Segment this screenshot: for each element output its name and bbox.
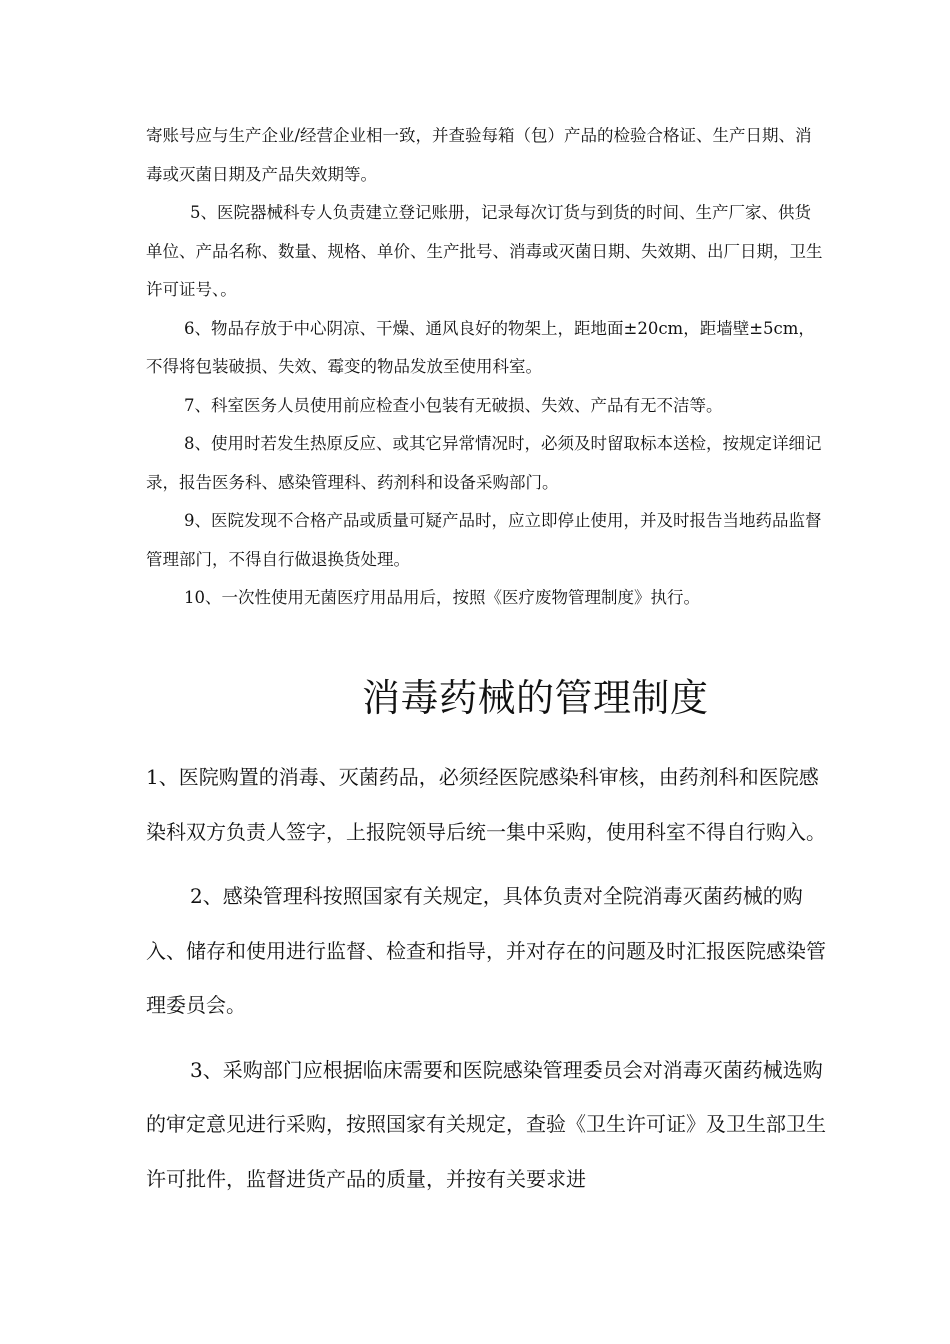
paragraph-item-9: 9、医院发现不合格产品或质量可疑产品时，应立即停止使用，并及时报告当地药品监督管理部门，不得自行做退换货处理。 (146, 511, 822, 569)
section-heading: 消毒药械的管理制度 (362, 676, 709, 720)
paragraph-continuation: 寄账号应与生产企业/经营企业相一致，并查验每箱（包）产品的检验合格证、生产日期、消毒或灭菌日期及产品失效期等。 (146, 126, 812, 184)
paragraph-item-7: 7、科室医务人员使用前应检查小包装有无破损、失效、产品有无不洁等。 (184, 395, 723, 415)
paragraph-item-2: 2、感染管理科按照国家有关规定，具体负责对全院消毒灭菌药械的购入、储存和使用进行监督、检查和指导，并对存在的问题及时汇报医院感染管理委员会。 (146, 884, 826, 1017)
paragraph-item-6: 6、物品存放于中心阴凉、干燥、通风良好的物架上，距地面±20cm，距墙壁±5cm，不得将包装破损、失效、霉变的物品发放至使用科室。 (146, 318, 815, 376)
regulation-list-bottom (146, 750, 826, 1206)
regulation-list-top (146, 117, 826, 618)
paragraph-item-10: 10、一次性使用无菌医疗用品用后，按照《医疗废物管理制度》执行。 (184, 588, 700, 607)
paragraph-item-3: 3、采购部门应根据临床需要和医院感染管理委员会对消毒灭菌药械选购的审定意见进行采购，按照国家有关规定，查验《卫生许可证》及卫生部卫生许可批件，监督进货产品的质量，并按有关要求进 (146, 1057, 826, 1191)
paragraph-item-1: 1、医院购置的消毒、灭菌药品，必须经医院感染科审核，由药剂科和医院感染科双方负责人签字，上报院领导后统一集中采购，使用科室不得自行购入。 (146, 765, 826, 844)
paragraph-item-8: 8、使用时若发生热原反应、或其它异常情况时，必须及时留取标本送检，按规定详细记录，报告医务科、感染管理科、药剂科和设备采购部门。 (146, 434, 822, 492)
paragraph-item-5: 5、医院器械科专人负责建立登记账册，记录每次订货与到货的时间、生产厂家、供货单位、产品名称、数量、规格、单价、生产批号、消毒或灭菌日期、失效期、出厂日期，卫生许可证号、。 (146, 203, 823, 299)
